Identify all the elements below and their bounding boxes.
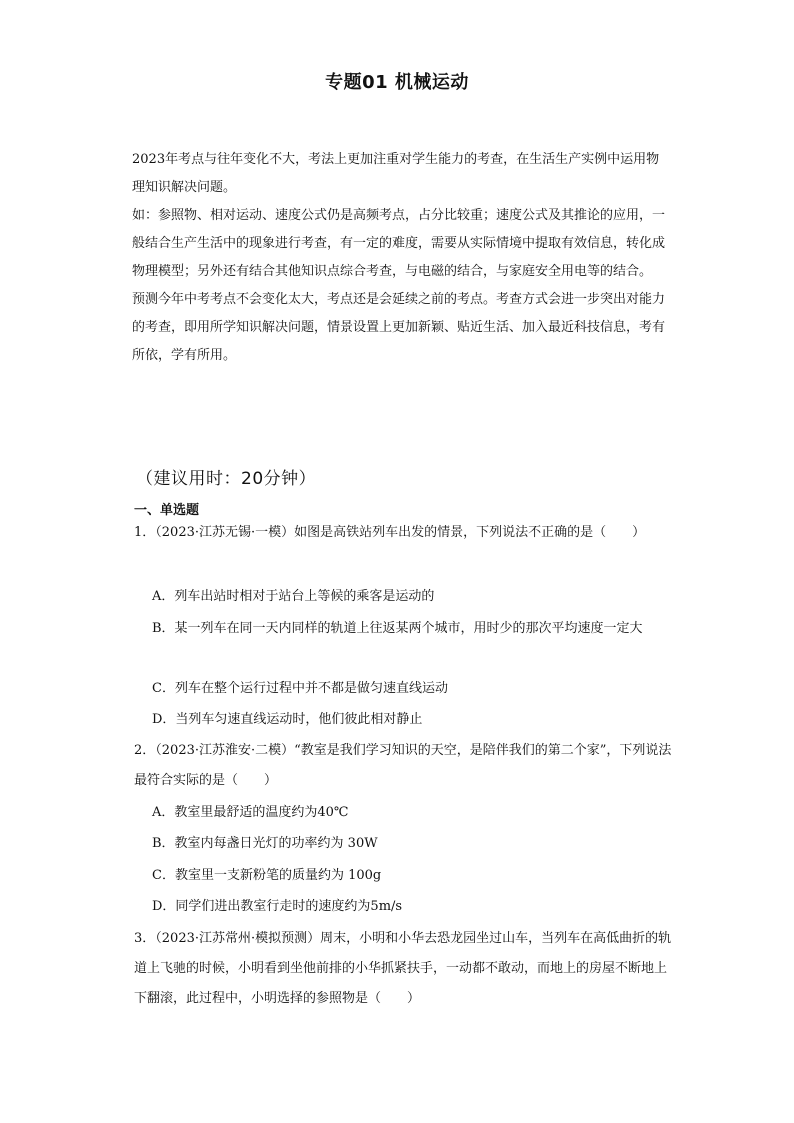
page-title: 专题01 机械运动 [325, 72, 469, 93]
section-title-single-choice: 一、单选题 [134, 503, 200, 518]
suggested-time-note: （建议用时：20分钟） [136, 469, 317, 489]
intro-paragraph-2: 如：参照物、相对运动、速度公式仍是高频考点，占分比较重；速度公式及其推论的应用，一般结合生产生活中的现象进行考查，有一定的难度，需要从实际情境中提取有效信息，转化成物理模型；另外还有结合其他知识点综合考查，与电磁的结合，与家庭安全用电等的结合。 [132, 208, 666, 279]
intro-paragraph-1: 2023年考点与往年变化不大，考法上更加注重对学生能力的考查，在生活生产实例中运用物理知识解决问题。 [132, 152, 660, 195]
question-1-stem: 1．（2023·江苏无锡·一模）如图是高铁站列车出发的情景，下列说法不正确的是（ ） [134, 525, 646, 540]
question-2-option-d: D．同学们进出教室行走时的速度约为5m/s [152, 899, 403, 914]
question-2-option-b: B．教室内每盏日光灯的功率约为 30W [152, 836, 378, 851]
question-1-option-c: C．列车在整个运行过程中并不都是做匀速直线运动 [152, 681, 448, 696]
question-3-stem: 3．（2023·江苏常州·模拟预测）周末，小明和小华去恐龙园坐过山车，当列车在高低曲折的轨道上飞驰的时候，小明看到坐他前排的小华抓紧扶手，一动都不敢动，而地上的房屋不断地上下翻滚，此过程中，小明选择的参照物是（ ） [134, 931, 672, 1006]
question-1-option-a: A．列车出站时相对于站台上等候的乘客是运动的 [152, 589, 435, 604]
question-2-option-c: C．教室里一支新粉笔的质量约为 100g [152, 868, 382, 883]
question-1-option-d: D．当列车匀速直线运动时，他们彼此相对静止 [152, 712, 423, 727]
intro-section [132, 146, 672, 370]
question-1-option-b: B．某一列车在同一天内同样的轨道上往返某两个城市，用时少的那次平均速度一定大 [152, 621, 643, 636]
intro-paragraph-3: 预测今年中考考点不会变化太大，考点还是会延续之前的考点。考查方式会进一步突出对能力的考查，即用所学知识解决问题，情景设置上更加新颖、贴近生活、加入最近科技信息，考有所依，学有所用。 [132, 292, 666, 363]
question-2-stem: 2．（2023·江苏淮安·二模）“教室是我们学习知识的天空，是陪伴我们的第二个家”，下列说法最符合实际的是（ ） [134, 743, 672, 788]
question-2-option-a: A．教室里最舒适的温度约为40℃ [152, 805, 349, 820]
